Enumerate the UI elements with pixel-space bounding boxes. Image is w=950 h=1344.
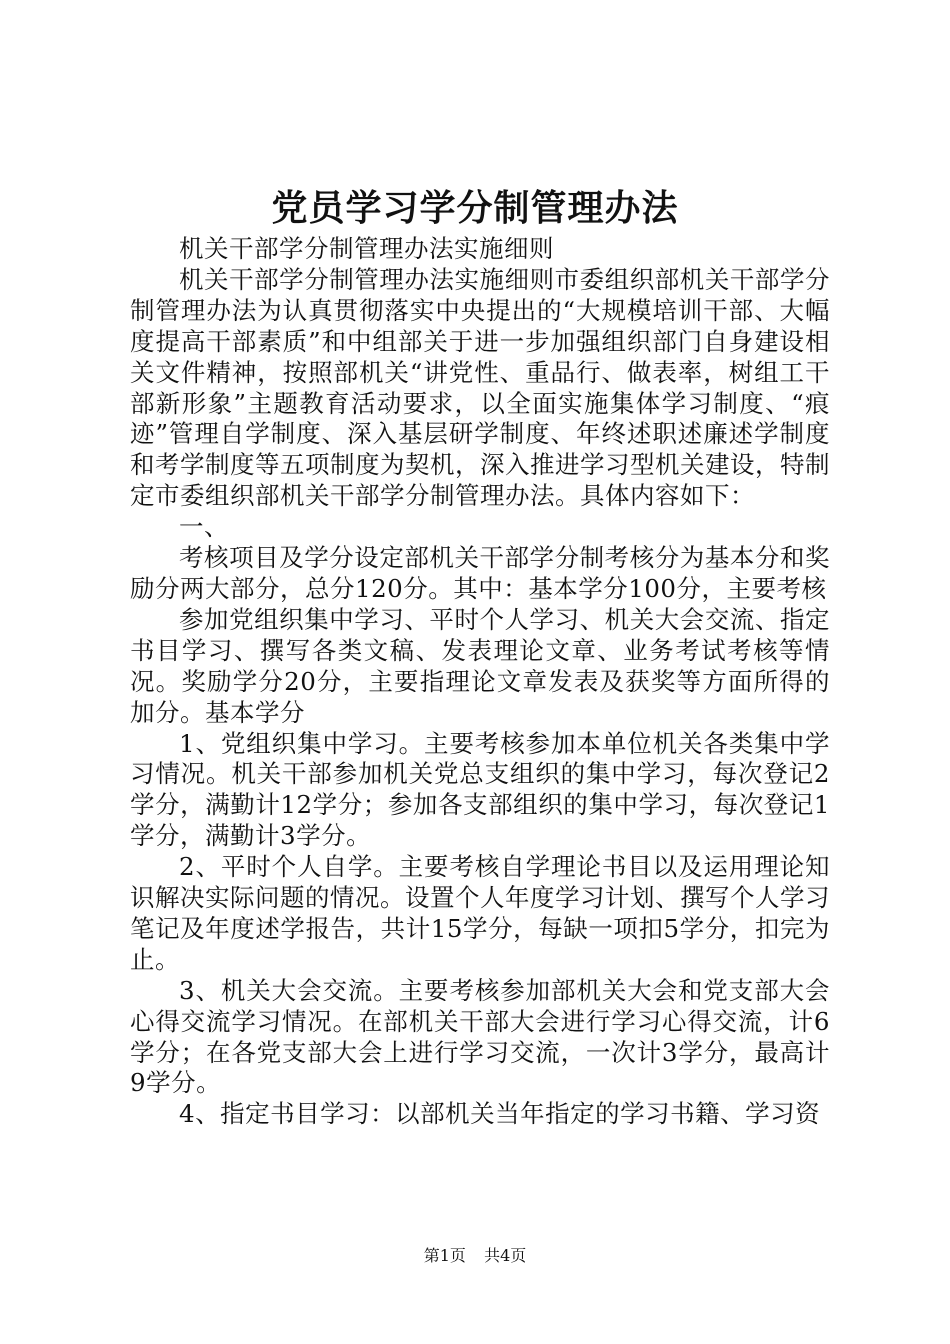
document-title: 党员学习学分制管理办法 [271, 187, 679, 229]
paragraph-assessment: 考核项目及学分设定部机关干部学分制考核分为基本分和奖励分两大部分，总分120分。其中：基本学分100分，主要考核 [130, 543, 830, 603]
paragraph-basic-credits: 参加党组织集中学习、平时个人学习、机关大会交流、指定书目学习、撰写各类文稿、发表理论文章、业务考试考核等情况。奖励学分20分，主要指理论文章发表及获奖等方面所得的加分。基本学分 [130, 604, 830, 727]
paragraph-item-4: 4、指定书目学习：以部机关当年指定的学习书籍、学习资 [179, 1099, 821, 1129]
paragraph-subtitle: 机关干部学分制管理办法实施细则 [179, 234, 554, 263]
paragraph-item-2: 2、平时个人自学。主要考核自学理论书目以及运用理论知识解决实际问题的情况。设置个人年度学习计划、撰写个人学习笔记及年度述学报告，共计15学分，每缺一项扣5学分，扣完为止。 [130, 852, 830, 974]
page-total: 共4页 [484, 1246, 527, 1265]
paragraph-section-one: 一、 [179, 512, 229, 542]
page-number: 第1页 [423, 1246, 466, 1265]
page-footer [0, 1246, 950, 1266]
paragraph-item-1: 1、党组织集中学习。主要考核参加本单位机关各类集中学习情况。机关干部参加机关党总支组织的集中学习，每次登记2学分，满勤计12学分；参加各支部组织的集中学习，每次登记1学分，满勤计3学分。 [130, 728, 830, 851]
paragraph-item-3: 3、机关大会交流。主要考核参加部机关大会和党支部大会心得交流学习情况。在部机关干部大会进行学习心得交流，计6学分；在各党支部大会上进行学习交流，一次计3学分，最高计9学分。 [130, 975, 830, 1098]
paragraph-intro: 机关干部学分制管理办法实施细则市委组织部机关干部学分制管理办法为认真贯彻落实中央提出的“大规模培训干部、大幅度提高干部素质”和中组部关于进一步加强组织部门自身建设相关文件精神，按照部机关“讲党性、重品行、做表率，树组工干部新形象”主题教育活动要求，以全面实施集体学习制度、“痕迹”管理自学制度、深入基层研学制度、年终述职述廉述学制度和考学制度等五项制度为契机，深入推进学习型机关建设，特制定市委组织部机关干部学分制管理办法。具体内容如下： [130, 264, 830, 511]
document-body [130, 234, 830, 1130]
